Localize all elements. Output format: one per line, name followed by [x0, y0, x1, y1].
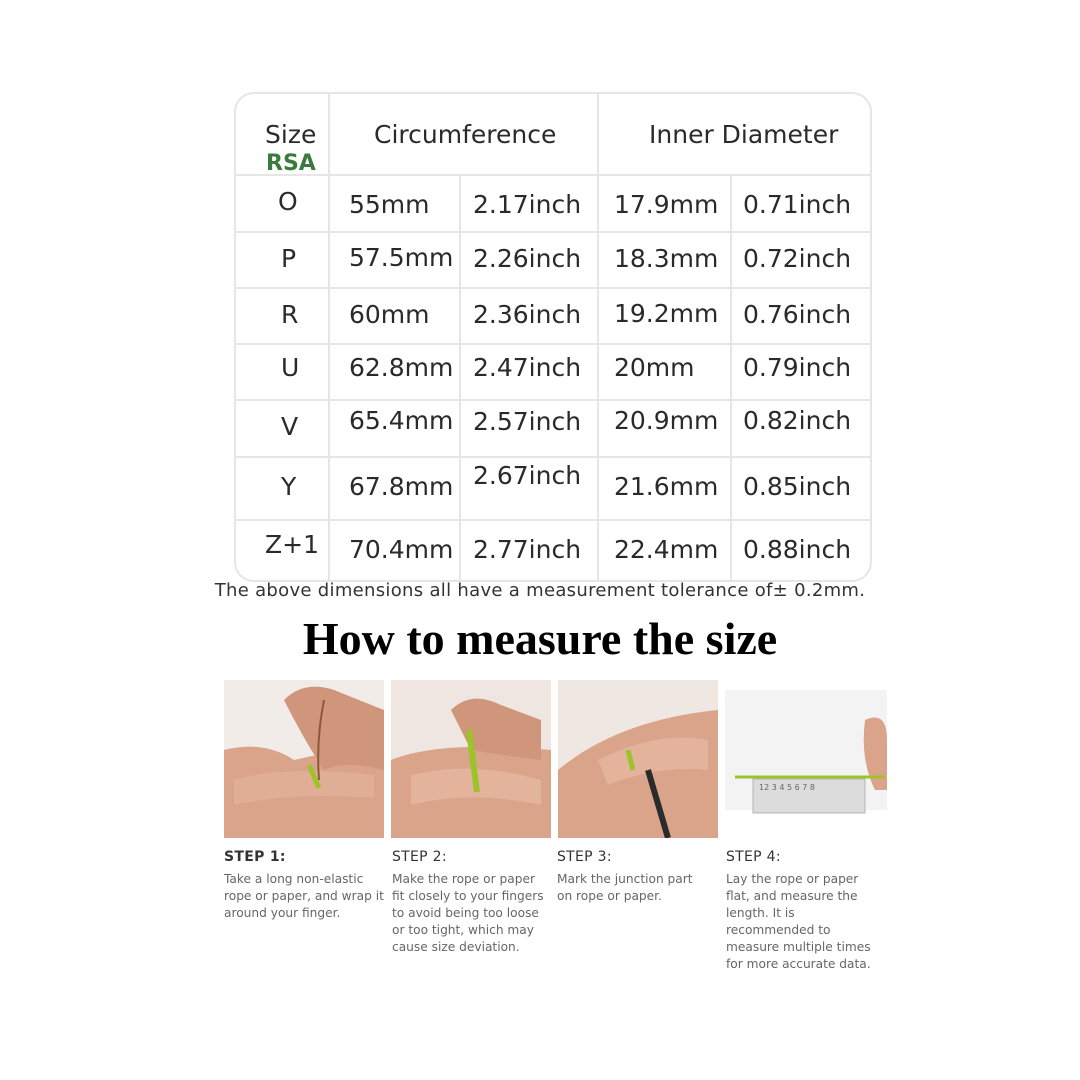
cell-circ-mm: 55mm	[349, 190, 430, 219]
cell-size: P	[281, 244, 297, 273]
grid-line	[236, 399, 870, 401]
cell-circ-mm: 62.8mm	[349, 353, 454, 382]
cell-dia-inch: 0.76inch	[743, 300, 852, 329]
grid-line	[236, 343, 870, 345]
grid-line	[236, 231, 870, 233]
header-circumference: Circumference	[374, 120, 557, 149]
cell-size: U	[281, 353, 300, 382]
step-1-text: Take a long non-elastic rope or paper, and wrap it around your finger.	[224, 872, 384, 920]
cell-size: R	[281, 300, 299, 329]
cell-dia-inch: 0.71inch	[743, 190, 852, 219]
cell-dia-inch: 0.72inch	[743, 244, 852, 273]
step-2-text: Make the rope or paper fit closely to your fingers to avoid being too loose or too tight, which may cause size deviation.	[392, 872, 544, 954]
cell-dia-mm: 19.2mm	[614, 299, 719, 328]
cell-circ-inch: 2.17inch	[473, 190, 582, 219]
ruler-marks: 12 3 4 5 6 7 8	[759, 783, 815, 792]
cell-size: V	[281, 412, 299, 441]
cell-circ-inch: 2.36inch	[473, 300, 582, 329]
step-4-text: Lay the rope or paper flat, and measure the length. It is recommended to measure multiple times for more accurate data.	[726, 872, 871, 971]
cell-circ-mm: 60mm	[349, 300, 430, 329]
header-size-standard: RSA	[266, 151, 316, 176]
step-2-title: STEP 2:	[392, 849, 447, 865]
step-3-photo	[558, 680, 718, 838]
cell-circ-inch: 2.67inch	[473, 461, 582, 490]
cell-dia-mm: 17.9mm	[614, 190, 719, 219]
tolerance-note: The above dimensions all have a measurement tolerance of± 0.2mm.	[214, 580, 866, 601]
cell-circ-inch: 2.77inch	[473, 535, 582, 564]
cell-circ-mm: 65.4mm	[349, 406, 454, 435]
cell-size: O	[278, 187, 298, 216]
step-3-title: STEP 3:	[557, 849, 612, 865]
step-4-photo	[725, 680, 887, 838]
cell-circ-mm: 57.5mm	[349, 243, 454, 272]
grid-line	[236, 174, 870, 176]
cell-dia-mm: 18.3mm	[614, 244, 719, 273]
cell-dia-mm: 20.9mm	[614, 406, 719, 435]
cell-dia-inch: 0.82inch	[743, 406, 852, 435]
step-3-text: Mark the junction part on rope or paper.	[557, 872, 693, 903]
header-size: Size	[265, 120, 317, 149]
cell-circ-mm: 67.8mm	[349, 472, 454, 501]
cell-size: Z+1	[265, 530, 319, 559]
step-1-photo	[224, 680, 384, 838]
howto-title: How to measure the size	[302, 613, 778, 664]
grid-line	[236, 456, 870, 458]
step-4-title: STEP 4:	[726, 849, 781, 865]
size-table	[234, 92, 872, 582]
cell-dia-inch: 0.88inch	[743, 535, 852, 564]
grid-line	[328, 94, 330, 580]
grid-line	[597, 94, 599, 580]
cell-circ-inch: 2.57inch	[473, 407, 582, 436]
cell-circ-mm: 70.4mm	[349, 535, 454, 564]
cell-circ-inch: 2.47inch	[473, 353, 582, 382]
grid-line	[236, 519, 870, 521]
cell-dia-mm: 22.4mm	[614, 535, 719, 564]
grid-line	[236, 287, 870, 289]
cell-dia-inch: 0.85inch	[743, 472, 852, 501]
cell-dia-inch: 0.79inch	[743, 353, 852, 382]
cell-circ-inch: 2.26inch	[473, 244, 582, 273]
cell-dia-mm: 21.6mm	[614, 472, 719, 501]
cell-size: Y	[281, 472, 297, 501]
step-1-title: STEP 1:	[224, 849, 286, 865]
cell-dia-mm: 20mm	[614, 353, 695, 382]
step-2-photo	[391, 680, 551, 838]
header-inner-diameter: Inner Diameter	[649, 120, 839, 149]
